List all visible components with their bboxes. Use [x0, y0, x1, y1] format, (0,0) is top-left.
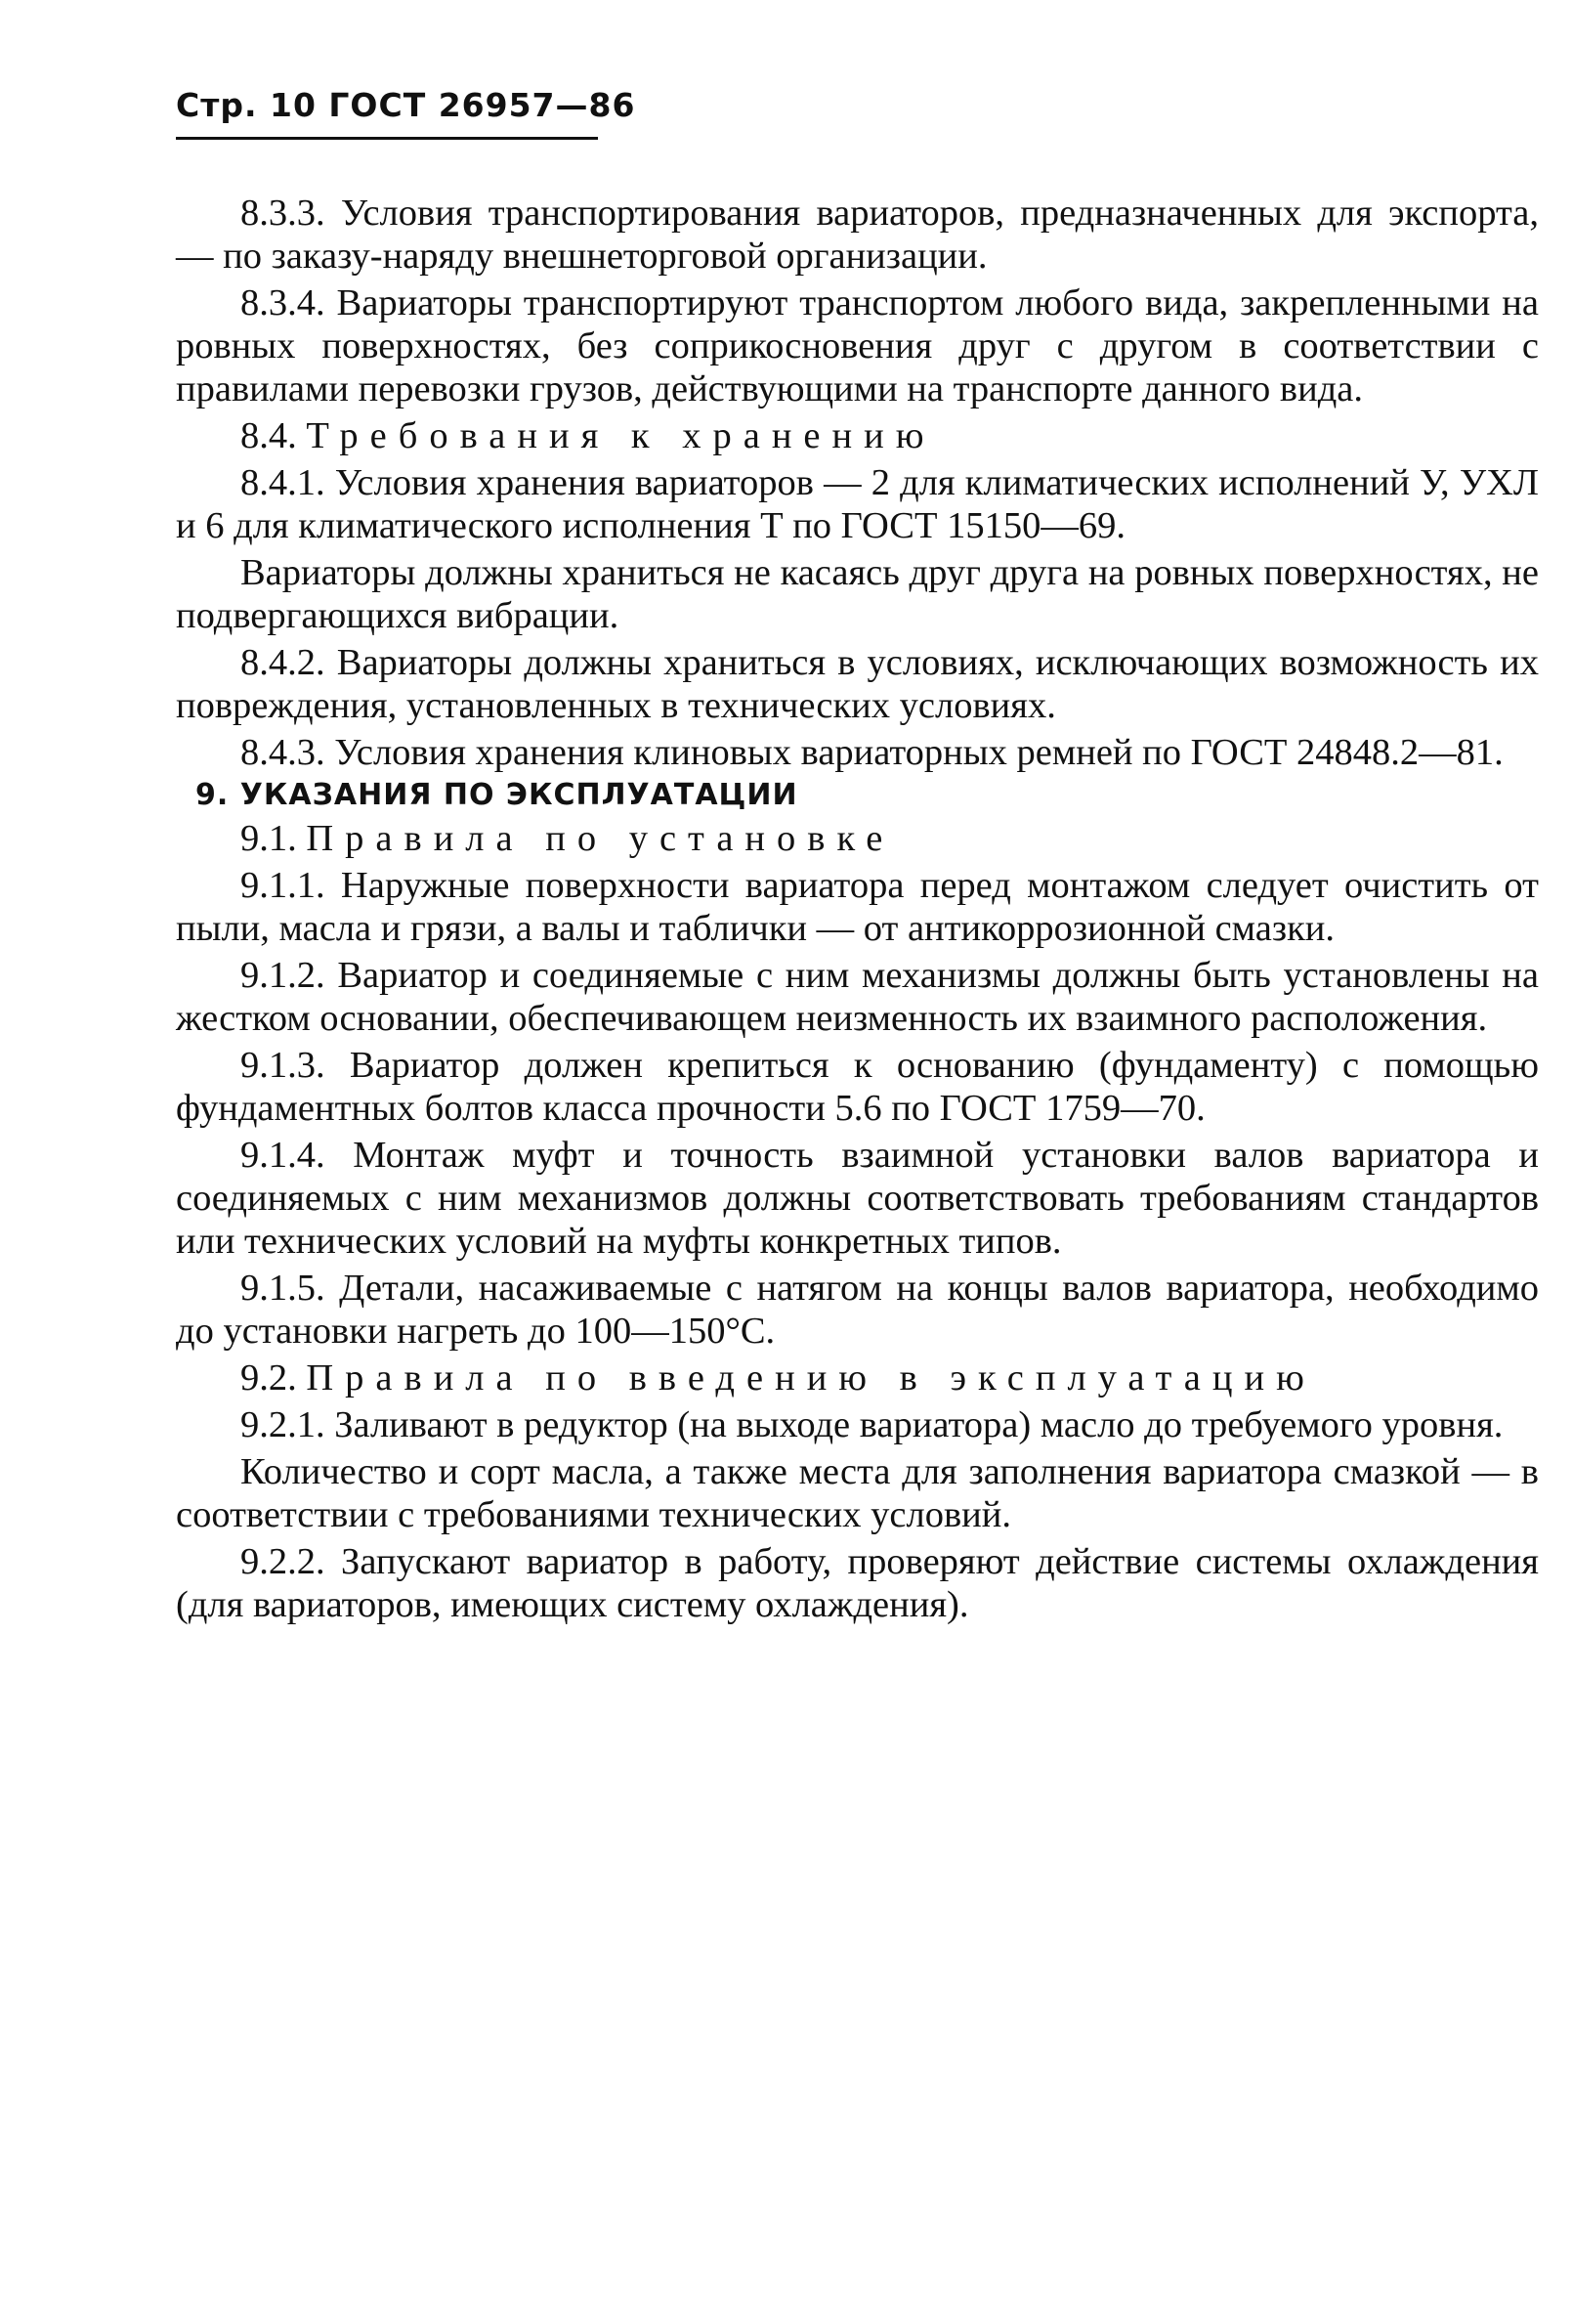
section-title-9: 9. УКАЗАНИЯ ПО ЭКСПЛУАТАЦИИ: [195, 778, 798, 812]
heading-text: Правила по установке: [306, 818, 895, 859]
clause-8-3-3: 8.3.3. Условия транспортирования вариаторов, предназначенных для экспорта, — по заказу-наряду внешнеторговой организации.: [176, 193, 1539, 277]
clause-8-4-1: 8.4.1. Условия хранения вариаторов — 2 для климатических исполнений У, УХЛ и 6 для климатического исполнения Т по ГОСТ 15150—69.: [176, 462, 1539, 546]
clause-9-1-4: 9.1.4. Монтаж муфт и точность взаимной установки валов вариатора и соединяемых с ним механизмов должны соответствовать требованиям стандартов или технических условий на муфты конкретных типов.: [176, 1135, 1539, 1262]
subsection-heading-9-1: [176, 817, 1539, 860]
page-header: Стр. 10 ГОСТ 26957—86: [176, 86, 636, 124]
clause-9-1-2: 9.1.2. Вариатор и соединяемые с ним механизмы должны быть установлены на жестком основании, обеспечивающем неизменность их взаимного расположения.: [176, 955, 1539, 1039]
clause-8-4-1-continued: Вариаторы должны храниться не касаясь друг друга на ровных поверхностях, не подвергающихся вибрации.: [176, 552, 1539, 636]
clause-9-1-1: 9.1.1. Наружные поверхности вариатора перед монтажом следует очистить от пыли, масла и грязи, а валы и таблички — от антикоррозионной смазки.: [176, 865, 1539, 949]
clause-9-2-1-continued: Количество и сорт масла, а также места для заполнения вариатора смазкой — в соответствии с требованиями технических условий.: [176, 1451, 1539, 1535]
clause-9-2-2: 9.2.2. Запускают вариатор в работу, проверяют действие системы охлаждения (для вариаторов, имеющих систему охлаждения).: [176, 1541, 1539, 1625]
document-body: [176, 192, 1539, 1626]
subsection-heading-8-4: [176, 414, 1539, 457]
heading-text: Правила по введению в эксплуатацию: [306, 1357, 1316, 1399]
subsection-heading-9-2: [176, 1356, 1539, 1399]
clause-9-2-1: 9.2.1. Заливают в редуктор (на выходе вариатора) масло до требуемого уровня.: [240, 1404, 1504, 1445]
clause-8-4-3: 8.4.3. Условия хранения клиновых вариаторных ремней по ГОСТ 24848.2—81.: [240, 732, 1504, 773]
header-rule: [176, 137, 598, 140]
clause-8-3-4: 8.3.4. Вариаторы транспортируют транспортом любого вида, закрепленными на ровных поверхностях, без соприкосновения друг с другом в соответствии с правилами перевозки грузов, действующими на транспорте данного вида.: [176, 282, 1539, 409]
heading-number: 9.2.: [240, 1357, 297, 1399]
clause-9-1-5: 9.1.5. Детали, насаживаемые с натягом на концы валов вариатора, необходимо до установки нагреть до 100—150°С.: [176, 1268, 1539, 1352]
clause-8-4-2: 8.4.2. Вариаторы должны храниться в условиях, исключающих возможность их повреждения, установленных в технических условиях.: [176, 642, 1539, 726]
clause-9-1-3: 9.1.3. Вариатор должен крепиться к основанию (фундаменту) с помощью фундаментных болтов класса прочности 5.6 по ГОСТ 1759—70.: [176, 1045, 1539, 1129]
heading-number: 9.1.: [240, 818, 297, 859]
heading-text: Требования к хранению: [306, 415, 936, 456]
heading-number: 8.4.: [240, 415, 297, 456]
